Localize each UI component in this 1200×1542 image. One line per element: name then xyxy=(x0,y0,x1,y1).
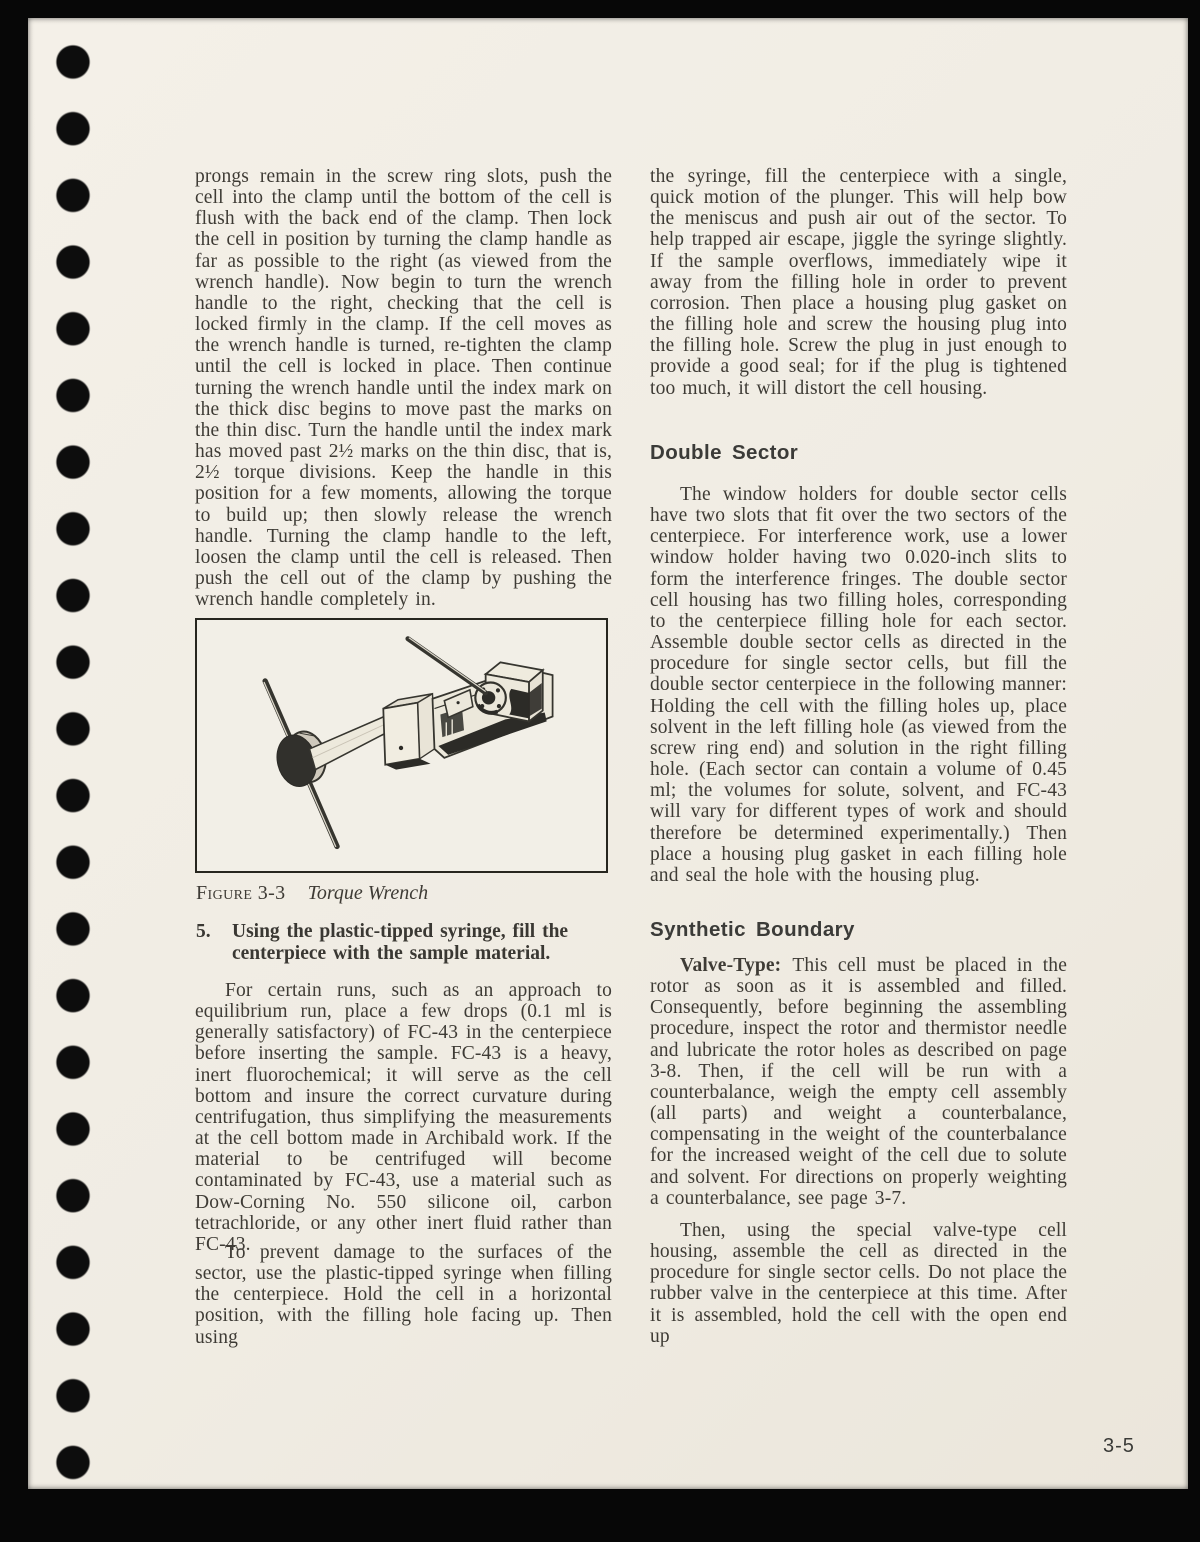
section-heading-synthetic-boundary: Synthetic Boundary xyxy=(650,918,855,941)
step-title: Using the plastic-tipped syringe, fill the centerpiece with the sample material. xyxy=(232,921,569,964)
figure-box xyxy=(195,618,608,873)
step-number: 5. xyxy=(196,921,211,942)
page-number: 3-5 xyxy=(1103,1435,1135,1457)
torque-wrench-illustration xyxy=(197,620,606,871)
valve-type-lead: Valve-Type: xyxy=(680,955,782,976)
paragraph-prevent-damage: To prevent damage to the surfaces of the sector, use the plastic-tipped syringe when filling the centerpiece. Hold the cell in a horizontal position, with the filling hole facing up. Then using xyxy=(195,1242,612,1348)
paragraph-double-sector: The window holders for double sector cells have two slots that fit over the two sectors of the centerpiece. For interference work, use a lower window holder having two 0.020-inch slits to form the interference fringes. The double sector cell housing has two filling holes, corresponding to the centerpiece filling hole for each sector. Assemble double sector cells as directed in the procedure for single sector cells, but fill the double sector centerpiece in the following manner: Holding the cell with the filling holes up, place solvent in the left filling hole (as viewed from the screw ring end) and solution in the right filling hole. (Each sector can contain a volume of 0.45 ml; the volumes for solute, solvent, and FC-43 will vary for different types of work and should therefore be determined experimentally.) Then place a housing plug gasket in each filling hole and seal the hole with the housing plug. xyxy=(650,484,1067,886)
section-heading-double-sector: Double Sector xyxy=(650,441,799,464)
step-5-heading xyxy=(195,921,610,965)
figure-caption xyxy=(196,882,613,905)
binding-holes xyxy=(55,44,91,1481)
paragraph-torque-procedure: prongs remain in the screw ring slots, push the cell into the clamp until the bottom of the cell is flush with the back end of the clamp. Then lock the cell in position by turning the clamp handle as far as possible to the right (as viewed from the wrench handle). Now begin to turn the wrench handle to the right, checking that the cell is locked firmly in the clamp. If the cell moves as the wrench handle is turned, re-tighten the clamp until the cell is locked in place. Then continue turning the wrench handle until the index mark on the thick disc begins to move past the marks on the thin disc. Turn the handle until the index mark has moved past 2½ marks on the thin disc, that is, 2½ torque divisions. Keep the handle in this position for a few moments, allowing the torque to build up; then slowly release the wrench handle. Turning the clamp handle to the left, loosen the clamp until the cell is released. Then push the cell out of the clamp by pushing the wrench handle completely in. xyxy=(195,166,612,611)
figure-label: Figure 3-3 xyxy=(196,882,286,904)
paragraph-valve-type-assembly: Then, using the special valve-type cell housing, assemble the cell as directed in the procedure for single sector cells. Do not place the rubber valve in the centerpiece at this time. After it is assembled, hold the cell with the open end up xyxy=(650,1220,1067,1347)
paragraph-syringe-filling: the syringe, fill the centerpiece with a single, quick motion of the plunger. This will help bow the meniscus and push air out of the sector. To help trapped air escape, jiggle the syringe slightly. If the sample overflows, immediately wipe it away from the filling hole in order to prevent corrosion. Then place a housing plug gasket on the filling hole and screw the housing plug into the filling hole. Screw the plug in just enough to provide a good seal; for if the plug is tightened too much, it will distort the cell housing. xyxy=(650,166,1067,399)
figure-title: Torque Wrench xyxy=(307,882,429,904)
valve-type-text: This cell must be placed in the rotor as soon as it is assembled and filled. Consequently, before beginning the assembling procedure, inspect the rotor and thermistor needle and lubricate the rotor holes as described on page 3-8. Then, if the cell will be run with a counterbalance, weigh the empty cell assembly (all parts) and weight a counterbalance, compensating in the weight of the counterbalance for the increased weight of the cell due to solute and solvent. For directions on properly weighting a counterbalance, see page 3-7. xyxy=(650,955,1067,1209)
paragraph-fc43: For certain runs, such as an approach to equilibrium run, place a few drops (0.1 ml is generally satisfactory) of FC-43 in the centerpiece before inserting the sample. FC-43 is a heavy, inert fluorochemical; it will serve as the cell bottom and insure the correct curvature during centrifugation, thus simplifying the measurements at the cell bottom made in Archibald work. If the material to be centrifuged will become contaminated by FC-43, use a material such as Dow-Corning No. 550 silicone oil, carbon tetrachloride, or any other inert fluid rather than FC-43. xyxy=(195,980,612,1255)
page xyxy=(28,18,1188,1489)
paragraph-valve-type xyxy=(650,955,1067,1209)
